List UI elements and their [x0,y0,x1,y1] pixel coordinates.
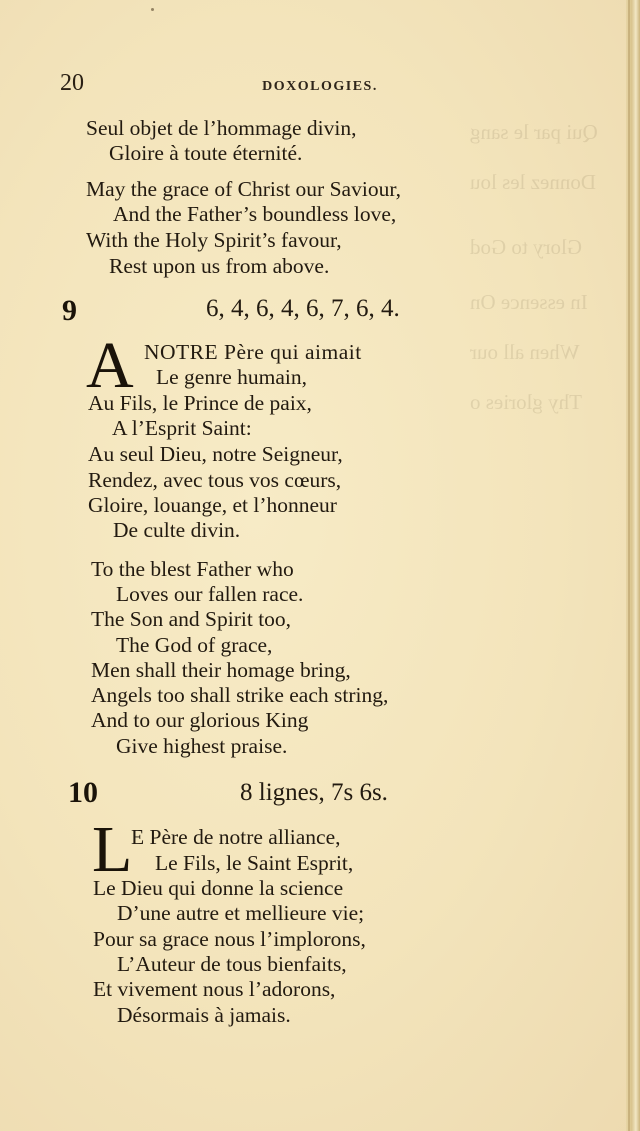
verse-line: Give highest praise. [116,734,288,758]
page-edge-line [628,0,630,1131]
verse-line: Le Fils, le Saint Esprit, [155,851,354,875]
running-head: DOXOLOGIES. [262,79,378,94]
show-through-text: In essence On [470,290,588,314]
hymn-meter: 6, 4, 6, 4, 6, 7, 6, 4. [206,295,400,322]
verse-line: NOTRE Père qui aimait [144,340,362,364]
paper-speck [151,8,154,11]
hymn-number: 9 [62,294,77,327]
verse-line: D’une autre et mellieure vie; [117,901,365,925]
verse-line: A l’Esprit Saint: [112,416,252,440]
verse-line: Gloire à toute éternité. [109,141,303,165]
verse-line: Gloire, louange, et l’honneur [88,493,337,517]
show-through-text: Donnez les lou [470,170,596,194]
hymn-meter: 8 lignes, 7s 6s. [240,779,388,806]
verse-line: And to our glorious King [91,708,309,732]
verse-line: And the Father’s boundless love, [113,202,397,226]
verse-line: To the blest Father who [91,557,294,581]
verse-line: Au Fils, le Prince de paix, [88,391,312,415]
verse-line: Rendez, avec tous vos cœurs, [88,468,342,492]
verse-line: Et vivement nous l’adorons, [93,977,336,1001]
hymn-number: 10 [68,776,98,809]
verse-line: The Son and Spirit too, [91,607,292,631]
show-through-text: Qui par le sang [470,120,598,144]
verse-line: E Père de notre alliance, [131,825,341,849]
verse-line: With the Holy Spirit’s favour, [86,228,342,252]
page-number: 20 [60,70,84,96]
page-header [60,70,540,100]
verse-line: Le Dieu qui donne la science [93,876,344,900]
verse-line: Loves our fallen race. [116,582,304,606]
drop-cap: A [86,329,134,402]
verse-line: Seul objet de l’hommage divin, [86,116,357,140]
verse-line: Angels too shall strike each string, [91,683,389,707]
verse-line: L’Auteur de tous bienfaits, [117,952,347,976]
verse-line: Rest upon us from above. [109,254,330,278]
verse-line: The God of grace, [116,633,273,657]
verse-line: Pour sa grace nous l’implorons, [93,927,366,951]
show-through-text: When all our [470,340,580,364]
verse-line: Men shall their homage bring, [91,658,351,682]
show-through-text: Glory to God [470,235,582,259]
verse-line: De culte divin. [113,518,241,542]
verse-line: Le genre humain, [156,365,308,389]
verse-line: Désormais à jamais. [117,1003,291,1027]
drop-cap: L [92,813,133,886]
verse-line: May the grace of Christ our Saviour, [86,177,401,201]
show-through-text: Thy glories o [470,390,582,414]
verse-line: Au seul Dieu, notre Seigneur, [88,442,343,466]
